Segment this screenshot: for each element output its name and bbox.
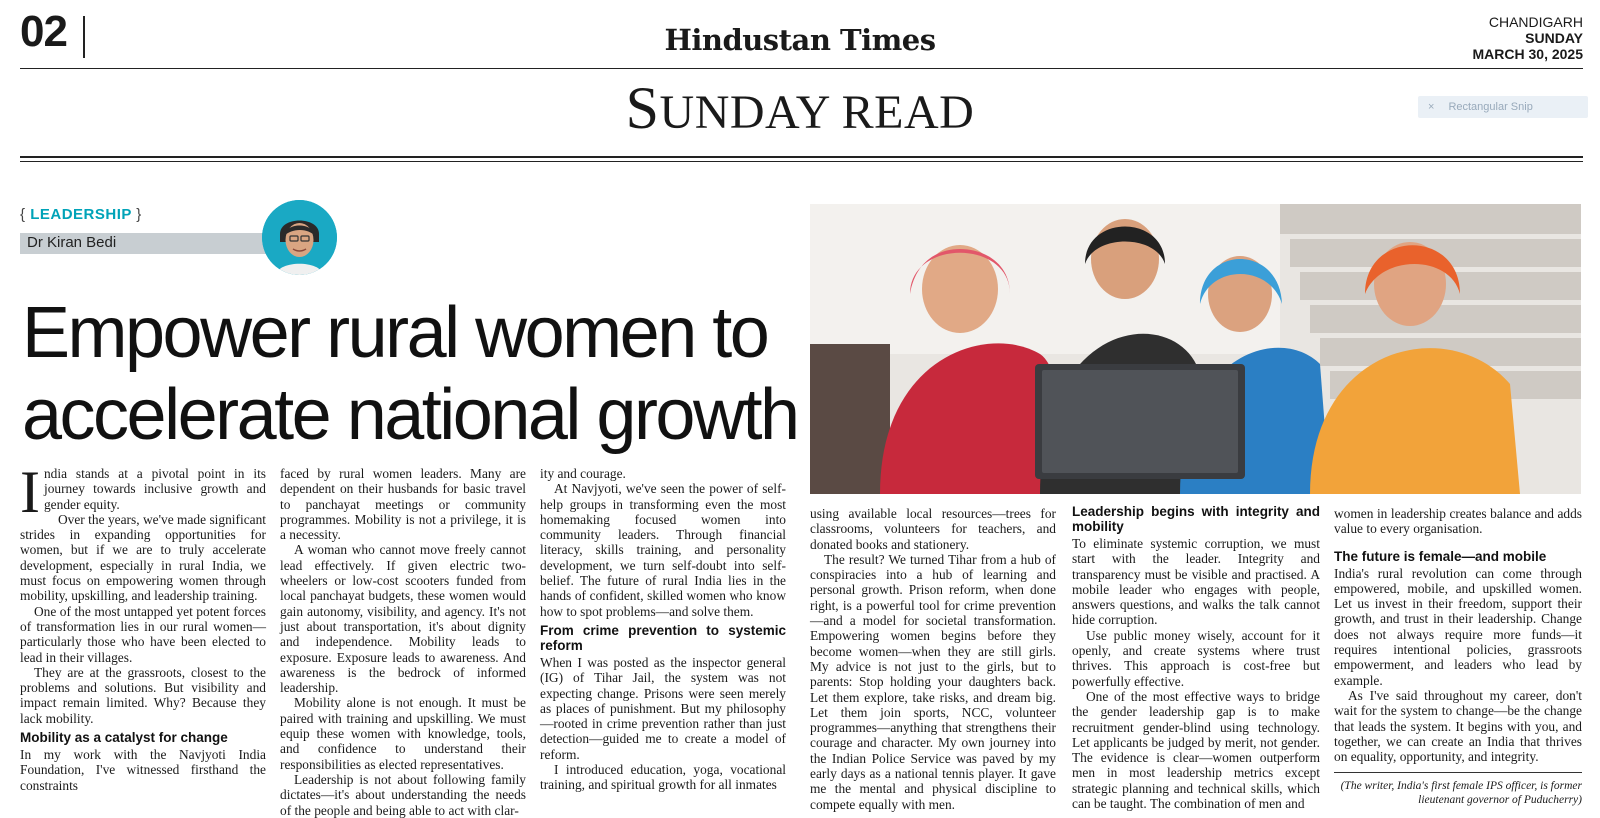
article-column-2: [280, 466, 526, 818]
article-column-1: [20, 459, 266, 793]
paragraph: ity and courage.: [540, 466, 626, 481]
rectangular-snip-overlay[interactable]: [1418, 96, 1588, 118]
paragraph: India stands at a pivotal point in its journey towards inclusive growth and gender equity.: [20, 459, 266, 525]
edition-day: SUNDAY: [1525, 30, 1583, 46]
paragraph: I introduced education, yoga, vocational training, and spiritual growth for all inmates: [540, 762, 786, 793]
article-column-3: [540, 466, 786, 793]
edition-date: MARCH 30, 2025: [1472, 46, 1583, 62]
paragraph: Over the years, we've made significant strides in expanding opportunities for women, but if we are to truly accelerate development, especially in rural India, we must focus on empowering women through mobility, upskilling, and leadership training.: [20, 511, 266, 604]
subhead: Mobility as a catalyst for change: [20, 730, 228, 746]
paragraph: One of the most effective ways to bridge the gender leadership gap is to make recruitment gender-blind using technology. Let applicants be judged by merit, not gender. The evidence is clear—women outperform men in most leadership metrics except strategic planning and technical skills, which can be taught. The combination of men and: [1072, 688, 1320, 812]
masthead: Hindustan Times: [664, 23, 936, 57]
paragraph: using available local resources—trees for classrooms, volunteers for teachers, and donated books and stationery.: [810, 506, 1056, 552]
subhead: The future is female—and mobile: [1334, 548, 1547, 564]
paragraph: To eliminate systemic corruption, we must start with the leader. Integrity and transparency must be visible and practised. A mobile leader who engages with people, answers questions, and walks the talk cannot hide corruption.: [1072, 536, 1320, 628]
article-column-4: [810, 506, 1056, 812]
author-credit: (The writer, India's first female IPS officer, is former lieutenant governor of Puducherry): [1340, 780, 1582, 807]
paragraph: In my work with the Navjyoti India Foundation, I've witnessed firsthand the constraints: [20, 747, 266, 793]
kicker-brace-close: }: [136, 206, 142, 223]
paragraph: At Navjyoti, we've seen the power of self-help groups in transforming even the most homemaking focused women into community leaders. Through financial literacy, skills training, and personality development, we turn self-doubt into self-belief. The future of rural India lies in the hands of confident, skilled women who know how to spot problems—and solve them.: [540, 481, 786, 619]
headline-line-1: Empower rural women to: [22, 293, 768, 373]
author-avatar: [262, 200, 337, 275]
kicker: [20, 206, 142, 223]
header-rule: [20, 68, 1583, 69]
paragraph: Leadership is not about following family dictates—it's about understanding the needs of the people and being able to act with clar-: [280, 771, 526, 818]
subhead: From crime prevention to systemic reform: [540, 622, 786, 653]
credit-divider: [1334, 772, 1582, 807]
paragraph: They are at the grassroots, closest to the problems and solutions. But visibility and impact remain limited. Why? Because they lack mobility.: [20, 664, 266, 726]
paragraph: Mobility alone is not enough. It must be paired with training and upskilling. We must equip these women with knowledge, tools, and confidence to understand their responsibilities as elected representatives.: [280, 695, 526, 772]
kicker-brace-open: {: [20, 206, 26, 223]
subhead: Leadership begins with integrity and mobility: [1072, 504, 1320, 534]
headline: [22, 292, 812, 456]
paragraph: India's rural revolution can come through empowered, mobile, and upskilled women. Let us invest in their freedom, support their growth, and trust in their leadership. Change does not always require more funds—it requires intentional policies, grassroots empowerment, and leaders who lead by example.: [1334, 565, 1582, 688]
byline: Dr Kiran Bedi: [27, 234, 117, 251]
edition-city: CHANDIGARH: [1488, 14, 1583, 30]
paragraph: faced by rural women leaders. Many are dependent on their husbands for basic travel to panchayat meetings or community programmes. Mobility is not a privilege, it is a necessity.: [280, 466, 526, 543]
section-rule-top: [20, 156, 1583, 158]
paragraph: When I was posted as the inspector general (IG) of Tihar Jail, the system was not expecting change. Prisons were seen merely as places of punishment. But my philosophy—rooted in crime prevention rather than just detection—guided me to create a model of reform.: [540, 654, 786, 762]
kicker-label: LEADERSHIP: [30, 206, 132, 223]
drop-cap: I: [20, 459, 40, 525]
edition-info: [1473, 14, 1584, 62]
paragraph: As I've said throughout my career, don't wait for the system to change—be the change that leads the system. It begins with you, and together, we can create an India that thrives on equality, opportunity, and integrity.: [1334, 687, 1582, 765]
page-number: 02: [20, 7, 67, 56]
section-title-rest: UNDAY READ: [659, 86, 975, 139]
section-rule-bottom: [20, 161, 1583, 162]
article-photo: [810, 204, 1581, 494]
author-portrait-icon: [262, 200, 337, 275]
close-icon[interactable]: ×: [1428, 101, 1435, 113]
paragraph: One of the most untapped yet potent forces of transformation lies in our rural women—particularly those who have been elected to lead in their villages.: [20, 603, 266, 665]
paragraph: The result? We turned Tihar from a hub of conspiracies into a hub of learning and personal growth. Prison reform, when done right, is a powerful tool for crime prevention—and a model for societal transformation. Empowering women begins before they become women—when they are still girls. My advice is not just to the girls, but to parents: Stop holding your daughters back. Let them explore, take risks, and dream big. Let them join sports, NCC, volunteer programmes—anything that strengthens their courage and character. My own journey into the Indian Police Service was paved by my early days as a national tennis player. It gave me the mental and physical discipline to compete equally with men.: [810, 551, 1056, 812]
section-title: [0, 75, 1600, 141]
paragraph: Use public money wisely, account for it openly, and create systems where trust thrives. This approach is cost-free but powerfully effective.: [1072, 627, 1320, 689]
paragraph: A woman who cannot move freely cannot lead effectively. If given electric two-wheelers or low-cost scooters funded from local panchayat budgets, these women would gain autonomy, visibility, and agency. It's not just about transportation, it's about dignity and independence. Mobility leads to exposure. Exposure leads to awareness. And awareness is the bedrock of informed leadership.: [280, 542, 526, 696]
snip-label: Rectangular Snip: [1448, 101, 1533, 113]
women-with-laptop-photo: [810, 204, 1581, 494]
article-column-5: [1072, 504, 1320, 811]
paragraph: women in leadership creates balance and adds value to every organisation.: [1334, 506, 1582, 537]
headline-line-2: accelerate national growth: [22, 375, 798, 455]
section-title-initial: S: [625, 75, 660, 141]
article-column-6: [1334, 506, 1582, 807]
